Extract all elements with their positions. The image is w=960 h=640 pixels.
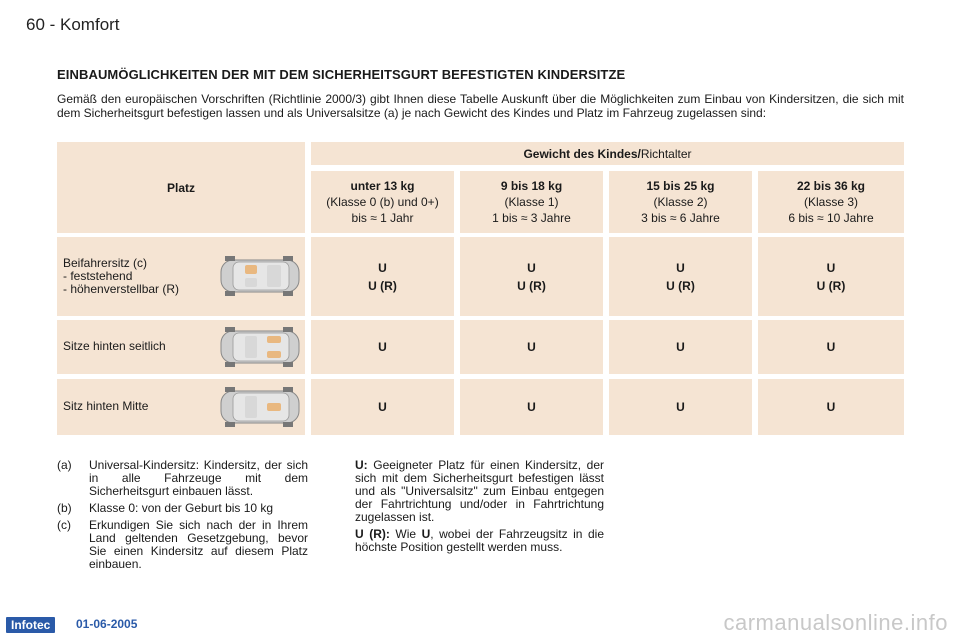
suitability-value: U: [826, 340, 836, 354]
legend-u: [355, 459, 604, 524]
platz-header-cell: [57, 142, 305, 233]
legend-u-r: [355, 528, 604, 554]
child-seat-table: [57, 142, 904, 437]
row1-col0: [311, 320, 454, 374]
row-label-cell-1: [57, 320, 305, 374]
platz-label: Platz: [166, 180, 195, 195]
footnote-text: Erkundigen Sie sich nach der in Ihrem Land geltenden Gesetzgebung, bevor Sie einen Kindersitz auf diesem Platz einbauen.: [89, 518, 308, 571]
weight-header-cell: [311, 142, 904, 165]
suitability-value: U: [378, 260, 387, 275]
car-seat-diagram-rear-side-icon: [219, 325, 301, 369]
suitability-value: U: [676, 400, 685, 414]
footnote-c: [57, 519, 308, 571]
row1-col2: [609, 320, 752, 374]
suitability-value: U: [826, 400, 836, 414]
col-header-0: [311, 171, 454, 233]
col-klasse: (Klasse 2): [653, 195, 708, 209]
car-seat-diagram-rear-center-icon: [219, 385, 301, 429]
legend-text: Geeigneter Platz für einen Kindersitz, der sich mit dem Sicherheitsgurt befestigen lässt und als "Universalsitz" zum Einbau entgegen der Fahrtrichtung und/oder in Fahrtrichtung zugelassen ist.: [355, 458, 604, 524]
intro-paragraph: Gemäß den europäischen Vorschriften (Richtlinie 2000/3) gibt Ihnen diese Tabelle Auskunft über die Möglichkeiten zum Einbau von Kindersitzen, die sich mit dem Sicherheitsgurt befestigen lassen und als Universalsitze (a) je nach Gewicht des Kindes und Platz im Fahrzeug zugelassen sind:: [57, 92, 904, 120]
col-weight: unter 13 kg: [350, 179, 415, 193]
row2-col3: [758, 379, 904, 435]
col-alter: 3 bis ≈ 6 Jahre: [641, 211, 720, 225]
row-label: [63, 400, 148, 413]
suitability-value: U: [527, 400, 536, 414]
suitability-value: U: [826, 260, 836, 275]
row-label-line: Beifahrersitz (c): [63, 256, 148, 270]
row-label-cell-2: [57, 379, 305, 435]
footnote-a: [57, 459, 308, 498]
row-label-line: - feststehend: [63, 269, 133, 283]
col-klasse: (Klasse 0 (b) und 0+): [326, 195, 439, 209]
weight-header: [523, 147, 691, 161]
row2-col0: [311, 379, 454, 435]
footnote-text: Universal-Kindersitz: Kindersitz, der sich in alle Fahrzeuge mit dem Sicherheitsgurt einbauen lässt.: [89, 458, 308, 498]
row1-col3: [758, 320, 904, 374]
suitability-value: U: [378, 340, 387, 354]
suitability-value: U: [676, 340, 685, 354]
footnote-text: Klasse 0: von der Geburt bis 10 kg: [89, 501, 274, 515]
col-alter: bis ≈ 1 Jahr: [351, 211, 414, 225]
legend: [355, 459, 604, 558]
col-header-2: [609, 171, 752, 233]
row2-col2: [609, 379, 752, 435]
row-label-line: - höhenverstellbar (R): [63, 282, 180, 296]
weight-header-bold: Gewicht des Kindes/: [523, 146, 641, 161]
row-label: [63, 257, 179, 296]
col-weight: 9 bis 18 kg: [500, 179, 563, 193]
row1-col1: [460, 320, 603, 374]
footnotes: [57, 459, 308, 575]
legend-text: , wobei der Fahrzeugsitz in die höchste Position gestellt werden muss.: [355, 527, 605, 554]
suitability-value: U (R): [368, 278, 397, 293]
suitability-value: U (R): [816, 278, 846, 293]
legend-key-inline: U: [421, 527, 431, 541]
suitability-value: U: [378, 400, 387, 414]
infotec-logo: Infotec: [6, 617, 55, 633]
suitability-value: U: [527, 260, 536, 275]
footnote-label: (b): [57, 501, 72, 515]
suitability-value: U: [676, 260, 685, 275]
col-alter: 6 bis ≈ 10 Jahre: [788, 211, 874, 225]
suitability-value: U (R): [517, 278, 546, 293]
row2-col1: [460, 379, 603, 435]
col-header-3: [758, 171, 904, 233]
footnote-label: (c): [57, 518, 71, 532]
legend-key: U (R):: [355, 527, 390, 541]
page-header: 60 - Komfort: [26, 15, 120, 34]
car-seat-diagram-front-icon: [219, 254, 301, 298]
footnote-b: [57, 502, 308, 515]
watermark: carmanualsonline.info: [723, 610, 948, 635]
section-title: EINBAUMÖGLICHKEITEN DER MIT DEM SICHERHEITSGURT BEFESTIGTEN KINDERSITZE: [57, 67, 626, 82]
col-klasse: (Klasse 3): [803, 195, 859, 209]
weight-header-rest: Richtalter: [640, 146, 692, 161]
col-klasse: (Klasse 1): [504, 195, 559, 209]
print-date: 01-06-2005: [76, 617, 138, 631]
row-label-cell-0: [57, 237, 305, 316]
suitability-value: U (R): [666, 278, 695, 293]
legend-key: U:: [355, 458, 368, 472]
footnote-label: (a): [57, 458, 72, 472]
legend-text: Wie: [389, 527, 422, 541]
suitability-value: U: [527, 340, 536, 354]
col-alter: 1 bis ≈ 3 Jahre: [492, 211, 571, 225]
row-label: [63, 340, 166, 353]
col-header-1: [460, 171, 603, 233]
col-weight: 15 bis 25 kg: [646, 179, 715, 193]
col-weight: 22 bis 36 kg: [796, 179, 866, 193]
row0-col0: [311, 237, 454, 316]
row-label-line: Sitz hinten Mitte: [63, 399, 149, 413]
row0-col2: [609, 237, 752, 316]
row-label-line: Sitze hinten seitlich: [63, 339, 166, 353]
row0-col3: [758, 237, 904, 316]
row0-col1: [460, 237, 603, 316]
